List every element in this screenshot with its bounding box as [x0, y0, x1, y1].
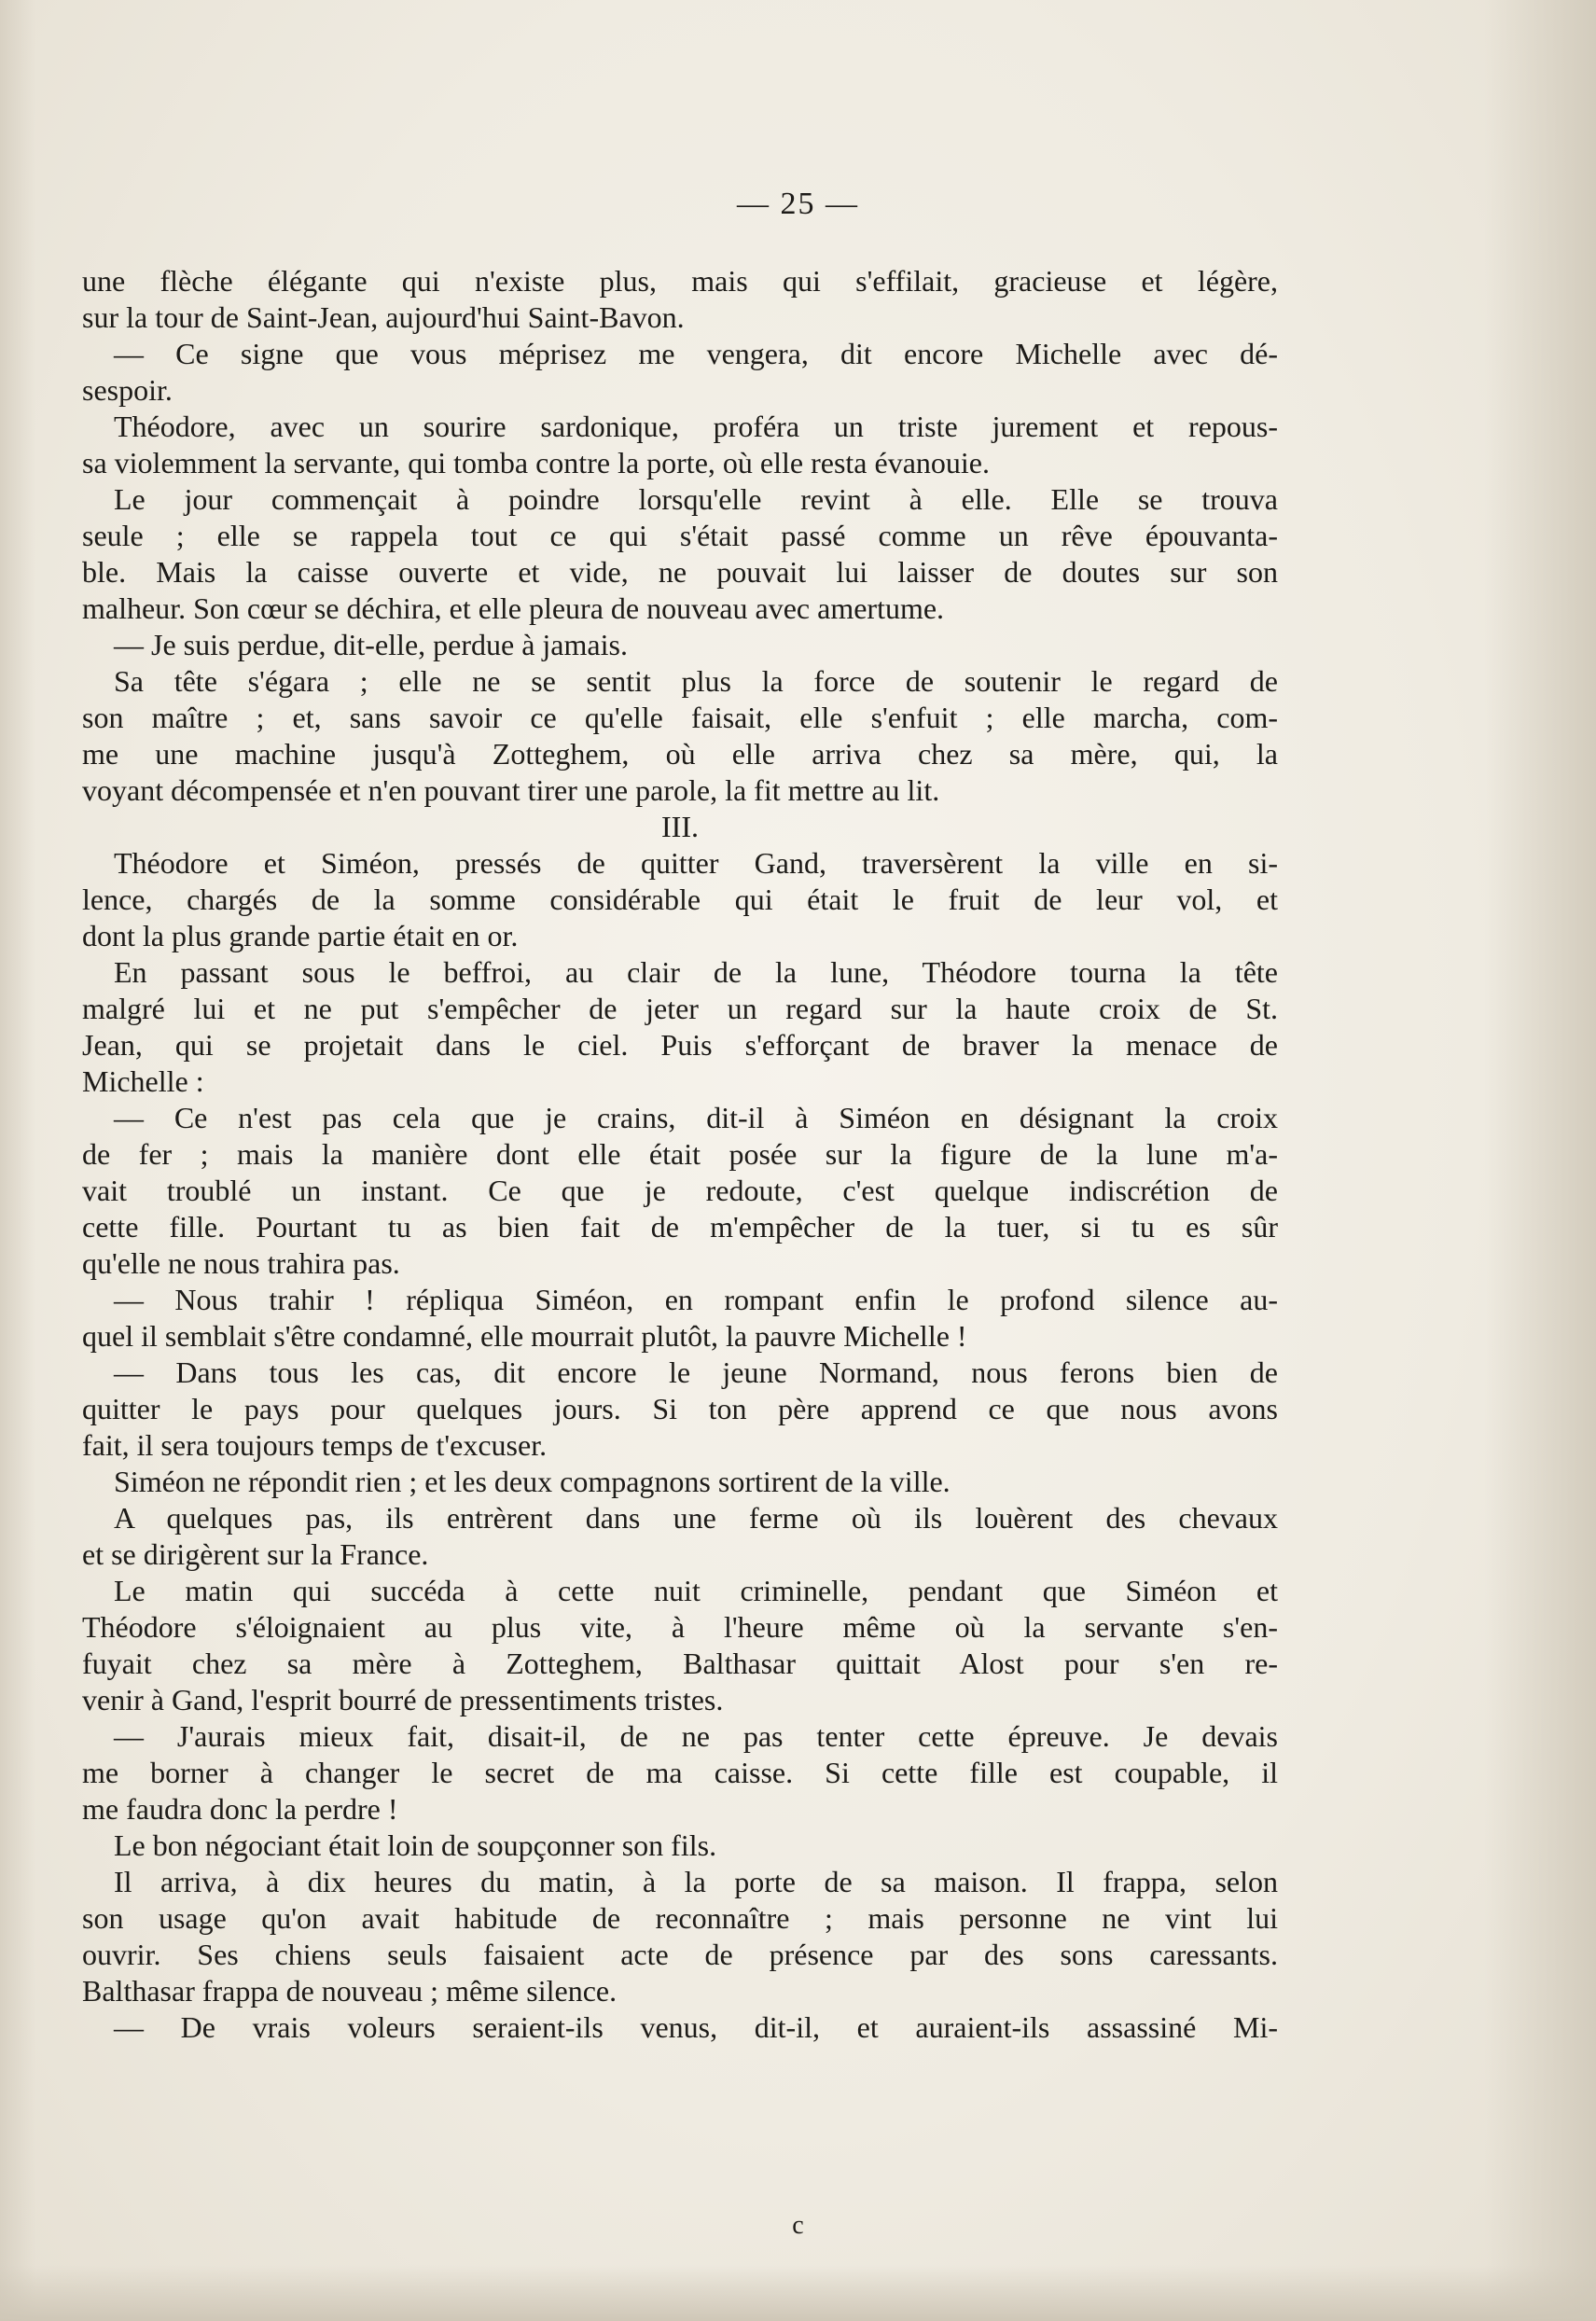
text-line: Le bon négociant était loin de soupçonner son fils.	[114, 1828, 717, 1862]
text-line: malheur. Son cœur se déchira, et elle pleura de nouveau avec amertume.	[82, 591, 945, 625]
text-line: lence, chargés de la somme considérable qui était le fruit de leur vol, et	[82, 883, 1278, 916]
text-line: Michelle :	[82, 1064, 204, 1098]
page-edge-bottom	[0, 2265, 1596, 2321]
signature-mark: c	[792, 2211, 804, 2240]
text-line: cette fille. Pourtant tu as bien fait de m'empêcher de la tuer, si tu es sûr	[82, 1210, 1278, 1244]
page-number: — 25 —	[737, 187, 859, 221]
text-line: une flèche élégante qui n'existe plus, mais qui s'effilait, gracieuse et légère,	[82, 264, 1278, 298]
text-line: — Je suis perdue, dit-elle, perdue à jamais.	[114, 628, 628, 661]
text-line: sa violemment la servante, qui tomba contre la porte, où elle resta évanouie.	[82, 446, 990, 479]
text-line: Balthasar frappa de nouveau ; même silence.	[82, 1974, 618, 2008]
text-line: ble. Mais la caisse ouverte et vide, ne pouvait lui laisser de doutes sur son	[82, 555, 1278, 589]
text-line: de fer ; mais la manière dont elle était posée sur la figure de la lune m'a-	[82, 1137, 1278, 1171]
text-line: me borner à changer le secret de ma caisse. Si cette fille est coupable, il	[82, 1756, 1278, 1789]
text-line: — De vrais voleurs seraient-ils venus, dit-il, et auraient-ils assassiné Mi-	[114, 2010, 1278, 2044]
text-line: me une machine jusqu'à Zotteghem, où elle arriva chez sa mère, qui, la	[82, 737, 1278, 771]
text-line: son maître ; et, sans savoir ce qu'elle faisait, elle s'enfuit ; elle marcha, com-	[82, 701, 1278, 734]
text-line: Jean, qui se projetait dans le ciel. Puis s'efforçant de braver la menace de	[82, 1028, 1278, 1062]
text-line: quitter le pays pour quelques jours. Si ton père apprend ce que nous avons	[82, 1392, 1278, 1425]
text-line: sespoir.	[82, 373, 173, 407]
text-line: Il arriva, à dix heures du matin, à la porte de sa maison. Il frappa, selon	[114, 1865, 1278, 1898]
text-line: Théodore s'éloignaient au plus vite, à l'heure même où la servante s'en-	[82, 1610, 1278, 1644]
text-line: malgré lui et ne put s'empêcher de jeter un regard sur la haute croix de St.	[82, 992, 1278, 1025]
text-line: — Nous trahir ! répliqua Siméon, en rompant enfin le profond silence au-	[114, 1283, 1278, 1316]
text-line: Théodore, avec un sourire sardonique, proféra un triste jurement et repous-	[114, 410, 1278, 443]
text-line: qu'elle ne nous trahira pas.	[82, 1246, 400, 1280]
text-line: Sa tête s'égara ; elle ne se sentit plus la force de soutenir le regard de	[114, 664, 1278, 698]
text-line: et se dirigèrent sur la France.	[82, 1537, 429, 1571]
page-edge-right	[1484, 0, 1596, 2321]
text-line: fait, il sera toujours temps de t'excuser.	[82, 1428, 548, 1462]
text-line: dont la plus grande partie était en or.	[82, 919, 519, 952]
text-line: quel il semblait s'être condamné, elle mourrait plutôt, la pauvre Michelle !	[82, 1319, 967, 1353]
text-line: fuyait chez sa mère à Zotteghem, Balthasar quittait Alost pour s'en re-	[82, 1647, 1278, 1680]
text-line: — Ce signe que vous méprisez me vengera, dit encore Michelle avec dé-	[114, 337, 1278, 370]
text-line: — J'aurais mieux fait, disait-il, de ne pas tenter cette épreuve. Je devais	[114, 1719, 1278, 1753]
text-line: — Dans tous les cas, dit encore le jeune Normand, nous ferons bien de	[114, 1355, 1278, 1389]
text-line: vait troublé un instant. Ce que je redoute, c'est quelque indiscrétion de	[82, 1174, 1278, 1207]
section-heading: III.	[661, 810, 699, 843]
text-line: ouvrir. Ses chiens seuls faisaient acte de présence par des sons caressants.	[82, 1938, 1278, 1971]
text-line: voyant décompensée et n'en pouvant tirer une parole, la fit mettre au lit.	[82, 773, 940, 807]
text-line: Le jour commençait à poindre lorsqu'elle revint à elle. Elle se trouva	[114, 482, 1278, 516]
text-line: sur la tour de Saint-Jean, aujourd'hui Saint-Bavon.	[82, 300, 685, 334]
text-line: son usage qu'on avait habitude de reconnaître ; mais personne ne vint lui	[82, 1901, 1278, 1935]
text-line: A quelques pas, ils entrèrent dans une ferme où ils louèrent des chevaux	[114, 1501, 1278, 1535]
text-line: me faudra donc la perdre !	[82, 1792, 398, 1826]
text-line: Théodore et Siméon, pressés de quitter Gand, traversèrent la ville en si-	[114, 846, 1278, 880]
text-line: seule ; elle se rappela tout ce qui s'était passé comme un rêve épouvanta-	[82, 519, 1278, 552]
text-line: En passant sous le beffroi, au clair de la lune, Théodore tourna la tête	[114, 955, 1278, 989]
text-line: Siméon ne répondit rien ; et les deux compagnons sortirent de la ville.	[114, 1465, 951, 1498]
page-edge-left	[0, 0, 35, 2321]
text-line: venir à Gand, l'esprit bourré de pressentiments tristes.	[82, 1683, 724, 1716]
body-text	[82, 263, 1278, 2046]
text-line: Le matin qui succéda à cette nuit criminelle, pendant que Siméon et	[114, 1574, 1278, 1607]
text-line: — Ce n'est pas cela que je crains, dit-il à Siméon en désignant la croix	[114, 1101, 1278, 1134]
